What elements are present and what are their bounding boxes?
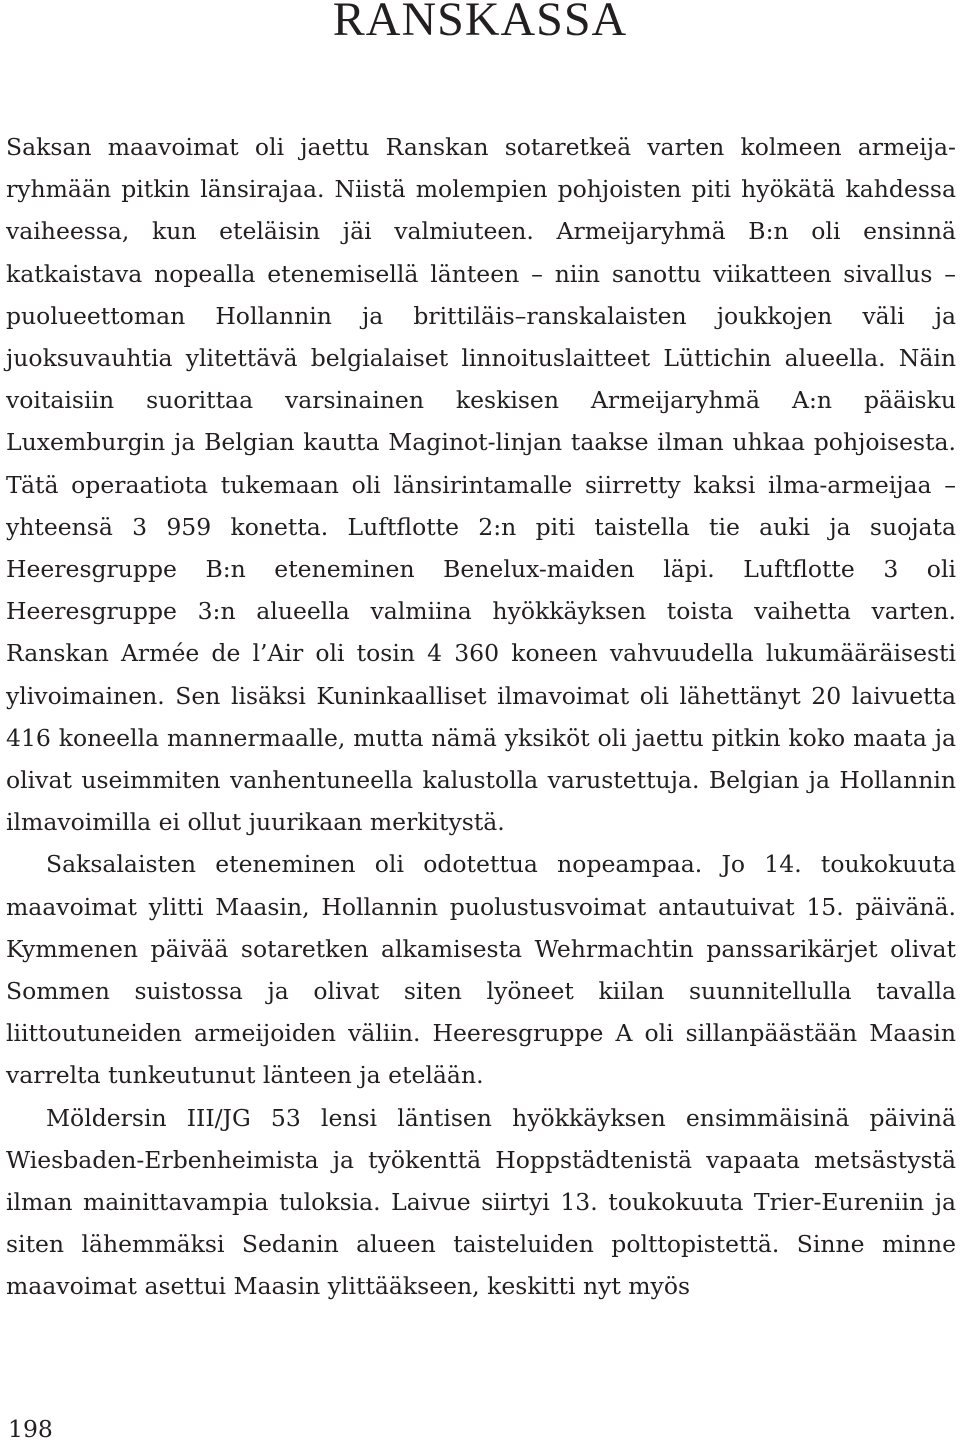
- chapter-title: RANSKASSA: [332, 0, 628, 46]
- page-number: 198: [8, 1415, 53, 1443]
- paragraph: Saksalaisten eteneminen oli odotettua nopeampaa. Jo 14. toukokuuta maavoimat ylitti Maasin, Hollannin puolustusvoimat antautuivat 15. päivänä. Kymmenen päivää sotaretken alkamisesta Wehrmachtin panssarikärjet olivat Sommen suistossa ja olivat siten lyöneet kiilan suunnitellulla tavalla liittoutuneiden armeijoiden väliin. Heeresgruppe A oli sillanpäästään Maasin varrelta tunkeutunut länteen ja etelään.: [6, 850, 956, 1090]
- paragraph: Saksan maavoimat oli jaettu Ranskan sotaretkeä varten kolmeen armeijaryhmään pitkin länsirajaa. Niistä molempien pohjoisten piti hyökätä kahdessa vaiheessa, kun eteläisin jäi valmiuteen. Armeijaryhmä B:n oli ensinnä katkaistava nopealla etenemisellä länteen – niin sanottu viikatteen sivallus – puolueettoman Hollannin ja brittiläis–ranskalaisten joukkojen väli ja juoksuvauhtia ylitettävä belgialaiset linnoituslaitteet Lüttichin alueella. Näin voitaisiin suorittaa varsinainen keskisen Armeijaryhmä A:n pääisku Luxemburgin ja Belgian kautta Maginot-linjan taakse ilman uhkaa pohjoisesta. Tätä operaatiota tukemaan oli länsirintamalle siirretty kaksi ilma-armeijaa – yhteensä 3 959 konetta. Luftflotte 2:n piti taistella tie auki ja suojata Heeresgruppe B:n eteneminen Benelux-maiden läpi. Luftflotte 3 oli Heeresgruppe 3:n alueella valmiina hyökkäyksen toista vaihetta varten. Ranskan Armée de l’Air oli tosin 4 360 koneen vahvuudella lukumääräisesti ylivoimainen. Sen lisäksi Kuninkaalliset ilmavoimat oli lähettänyt 20 laivuetta 416 koneella mannermaalle, mutta nämä yksiköt oli jaettu pitkin koko maata ja olivat useimmiten vanhentuneella kalustolla varustettuja. Belgian ja Hollannin ilmavoimilla ei ollut juurikaan merkitystä.: [6, 133, 956, 837]
- paragraph: Möldersin III/JG 53 lensi läntisen hyökkäyksen ensimmäisinä päivinä Wiesbaden-Erbenheimista ja työkenttä Hoppstädtenistä vapaata metsästystä ilman mainittavampia tuloksia. Laivue siirtyi 13. toukokuuta Trier-Eureniin ja siten lähemmäksi Sedanin alueen taisteluiden polttopistettä. Sinne minne maavoimat asettui Maasin ylittääkseen, keskitti nyt myös: [6, 1103, 956, 1301]
- body-text: [6, 126, 956, 1308]
